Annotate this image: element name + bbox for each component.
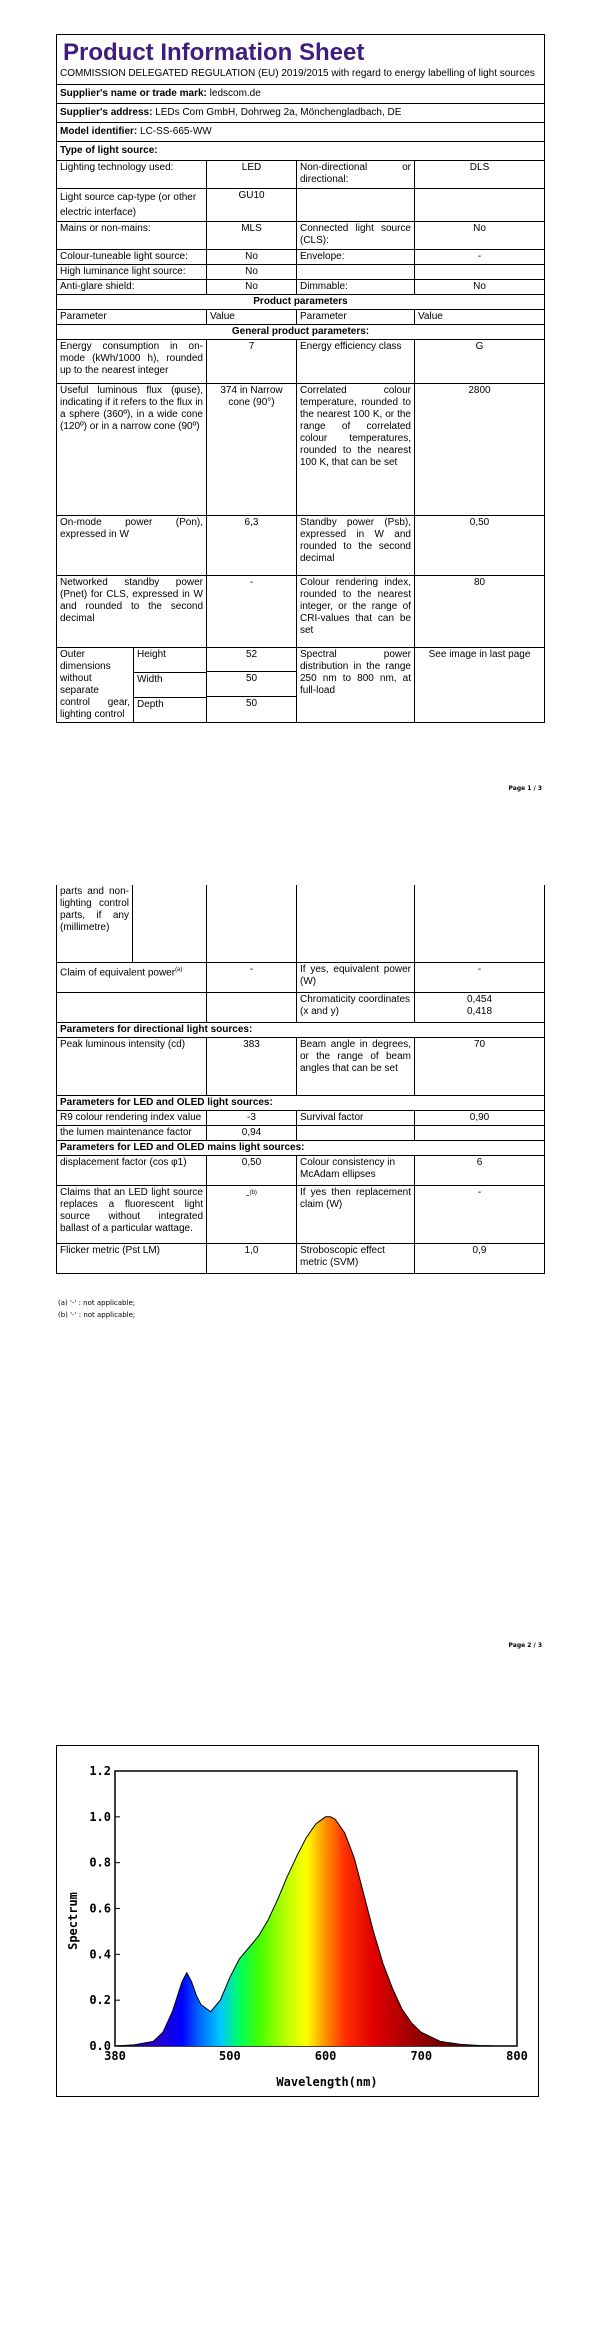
cell-label: Useful luminous flux (φuse), indicating if it refers to the flux in a sphere (360º), in a wide cone (120º) or in a narrow cone (90º) — [57, 384, 207, 516]
cell-label: Dimmable: — [297, 280, 415, 295]
flicker-label: Flicker metric (Pst LM) — [57, 1244, 207, 1274]
stroboscopic-label: Stroboscopic effect metric (SVM) — [297, 1244, 415, 1274]
cell-value: 7 — [207, 340, 297, 384]
cell-value: 80 — [415, 576, 545, 648]
cell-label: On-mode power (Pon), expressed in W — [57, 516, 207, 576]
height-value: 52 — [207, 648, 296, 672]
table-row — [57, 1156, 545, 1186]
spd-label: Spectral power distribution in the range 250 nm to 800 nm, at full-load — [297, 648, 415, 723]
cell-value: No — [415, 280, 545, 295]
claims-value: -$^{(b)}$ — [207, 1186, 297, 1244]
x-tick-label: 800 — [506, 2049, 528, 2063]
r9-value: -3 — [207, 1111, 297, 1126]
model-identifier-row — [57, 123, 545, 142]
spd-value: See image in last page — [415, 648, 545, 723]
y-axis-label: Spectrum — [66, 1892, 80, 1950]
page-number: Page 2 / 3 — [508, 1642, 542, 1649]
cell-label: High luminance light source: — [57, 265, 207, 280]
dimensions-continued-row — [57, 885, 545, 963]
table-row — [57, 384, 545, 516]
height-label: Height — [134, 648, 207, 672]
cell-value: 0,50 — [415, 516, 545, 576]
directional-heading: Parameters for directional light sources: — [57, 1023, 545, 1038]
equiv-power-value: - — [207, 963, 297, 993]
table-row — [57, 340, 545, 384]
cell-label: Connected light source (CLS): — [297, 222, 415, 250]
cell-value: 2800 — [415, 384, 545, 516]
displacement-label: displacement factor (cos φ1) — [57, 1156, 207, 1186]
cell-value: No — [415, 222, 545, 250]
footnote-a: (a) '-' : not applicable; — [58, 1299, 136, 1307]
column-header: Parameter — [57, 310, 207, 325]
flicker-value: 1,0 — [207, 1244, 297, 1274]
depth-value: 50 — [207, 696, 296, 720]
table-row — [57, 161, 545, 189]
beam-angle-value: 70 — [415, 1038, 545, 1096]
colour-consistency-label: Colour consistency in McAdam ellipses — [297, 1156, 415, 1186]
displacement-value: 0,50 — [207, 1156, 297, 1186]
lumen-maintenance-label: the lumen maintenance factor — [57, 1126, 207, 1141]
column-header-row — [57, 310, 545, 325]
cell-value: GU10 — [207, 189, 297, 222]
product-parameters-heading: Product parameters — [57, 295, 545, 310]
equiv-power-label: Claim of equivalent power$^{(a)}$ — [57, 963, 207, 993]
model-identifier-value: LC-SS-665-WW — [140, 126, 212, 137]
cell-value: No — [207, 265, 297, 280]
spectrum-chart — [56, 1745, 539, 2097]
column-header: Parameter — [297, 310, 415, 325]
equiv-watt-value: - — [415, 963, 545, 993]
chromaticity-label: Chromaticity coordinates (x and y) — [297, 993, 415, 1023]
y-tick-label: 0.4 — [89, 1947, 111, 1962]
cell-value: LED — [207, 161, 297, 189]
stroboscopic-value: 0,9 — [415, 1244, 545, 1274]
cell-value — [415, 189, 545, 222]
spectrum-chart-svg — [57, 1746, 538, 2096]
table-row — [57, 1126, 545, 1141]
info-table-p2 — [56, 885, 545, 1274]
table-row — [57, 265, 545, 280]
supplier-name-row — [57, 85, 545, 104]
supplier-name-value: ledscom.de — [209, 88, 261, 99]
cell-label — [297, 265, 415, 280]
column-header: Value — [415, 310, 545, 325]
supplier-address-label: Supplier's address: — [60, 107, 153, 118]
replacement-claim-value: - — [415, 1186, 545, 1244]
x-tick-label: 500 — [219, 2049, 241, 2063]
model-identifier-label: Model identifier: — [60, 126, 138, 137]
equiv-watt-label: If yes, equivalent power (W) — [297, 963, 415, 993]
y-tick-label: 0.2 — [89, 1993, 111, 2008]
cell-value: 374 in Narrow cone (90°) — [207, 384, 297, 516]
page-1 — [0, 0, 590, 805]
y-tick-label: 0.8 — [89, 1855, 111, 1870]
cell-label: Colour-tuneable light source: — [57, 250, 207, 265]
cell-label: Envelope: — [297, 250, 415, 265]
cell-value — [415, 265, 545, 280]
y-tick-label: 1.2 — [89, 1764, 111, 1778]
table-row — [57, 576, 545, 648]
page-2 — [0, 885, 590, 1665]
table-row — [57, 1038, 545, 1096]
footnote-b: (b) '-' : not applicable; — [58, 1311, 136, 1319]
info-table-p1 — [56, 34, 545, 723]
colour-consistency-value: 6 — [415, 1156, 545, 1186]
chromaticity-x: 0,454 — [466, 994, 493, 1005]
x-tick-label: 700 — [410, 2049, 433, 2063]
outer-dimensions-label: Outer dimensions without separate control gear, lighting control — [57, 648, 134, 722]
dimensions-row — [57, 648, 545, 723]
table-row — [57, 516, 545, 576]
lumen-maintenance-value: 0,94 — [207, 1126, 297, 1141]
beam-angle-label: Beam angle in degrees, or the range of beam angles that can be set — [297, 1038, 415, 1096]
table-row — [57, 1111, 545, 1126]
supplier-address-row — [57, 104, 545, 123]
cell-value: No — [207, 250, 297, 265]
replacement-claim-label: If yes then replacement claim (W) — [297, 1186, 415, 1244]
cell-label: Correlated colour temperature, rounded to the nearest 100 K, or the range of correlated colour temperatures, rounded to the nearest 100 K, that can be set — [297, 384, 415, 516]
table-row — [57, 1244, 545, 1274]
cell-value: DLS — [415, 161, 545, 189]
page-title: Product Information Sheet — [63, 39, 365, 66]
x-tick-label: 600 — [314, 2049, 337, 2063]
general-parameters-heading: General product parameters: — [57, 325, 545, 340]
chromaticity-y: 0,418 — [466, 1006, 493, 1017]
page-3 — [0, 1665, 590, 2334]
cell-value: G — [415, 340, 545, 384]
cell-label: Standby power (Psb), expressed in W and rounded to the second decimal — [297, 516, 415, 576]
cell-value: - — [207, 576, 297, 648]
led-oled-heading: Parameters for LED and OLED light sources: — [57, 1096, 545, 1111]
r9-label: R9 colour rendering index value — [57, 1111, 207, 1126]
column-header: Value — [207, 310, 297, 325]
depth-label: Depth — [134, 698, 207, 722]
width-value: 50 — [207, 672, 296, 697]
cell-value: No — [207, 280, 297, 295]
table-row — [57, 993, 545, 1023]
table-row — [57, 1186, 545, 1244]
cell-label — [297, 189, 415, 222]
y-tick-label: 0.6 — [89, 1901, 111, 1916]
table-row — [57, 250, 545, 265]
cell-label: Anti-glare shield: — [57, 280, 207, 295]
cell-label: Mains or non-mains: — [57, 222, 207, 250]
x-tick-label: 380 — [104, 2049, 126, 2063]
y-tick-label: 1.0 — [89, 1809, 111, 1824]
cell-label: Non-directional or directional: — [297, 161, 415, 189]
cell-label: Lighting technology used: — [57, 161, 207, 189]
cell-label: Energy consumption in on-mode (kWh/1000 h), rounded up to the nearest integer — [57, 340, 207, 384]
cell-label: Networked standby power (Pnet) for CLS, expressed in W and rounded to the second decimal — [57, 576, 207, 648]
cell-value: - — [415, 250, 545, 265]
peak-intensity-label: Peak luminous intensity (cd) — [57, 1038, 207, 1096]
width-label: Width — [134, 672, 207, 697]
spectrum-fill — [115, 1771, 517, 2046]
peak-intensity-value: 383 — [207, 1038, 297, 1096]
x-axis-label: Wavelength(nm) — [276, 2075, 378, 2089]
cell-label: Colour rendering index, rounded to the nearest integer, or the range of CRI-values that can be set — [297, 576, 415, 648]
survival-label: Survival factor — [297, 1111, 415, 1126]
table-row — [57, 963, 545, 993]
page-number: Page 1 / 3 — [508, 785, 542, 792]
cell-value: MLS — [207, 222, 297, 250]
regulation-subtitle: COMMISSION DELEGATED REGULATION (EU) 2019/2015 with regard to energy labelling of light sources — [60, 68, 535, 79]
cell-label: Energy efficiency class — [297, 340, 415, 384]
light-source-heading: Type of light source: — [57, 142, 545, 161]
table-row — [57, 189, 545, 222]
cell-value: 6,3 — [207, 516, 297, 576]
cell-label: Light source cap-type (or other electric interface) — [57, 189, 207, 222]
supplier-address-value: LEDs Com GmbH, Dohrweg 2a, Mönchengladbach, DE — [155, 107, 402, 118]
table-row — [57, 222, 545, 250]
claims-label: Claims that an LED light source replaces a fluorescent light source without integrated ballast of a particular wattage. — [57, 1186, 207, 1244]
outer-dimensions-label-cont: parts and non-lighting control parts, if any (millimetre) — [57, 885, 133, 962]
survival-value: 0,90 — [415, 1111, 545, 1126]
y-tick-label: 0.0 — [89, 2039, 111, 2053]
supplier-name-label: Supplier's name or trade mark: — [60, 88, 207, 99]
table-row — [57, 280, 545, 295]
led-mains-heading: Parameters for LED and OLED mains light sources: — [57, 1141, 545, 1156]
